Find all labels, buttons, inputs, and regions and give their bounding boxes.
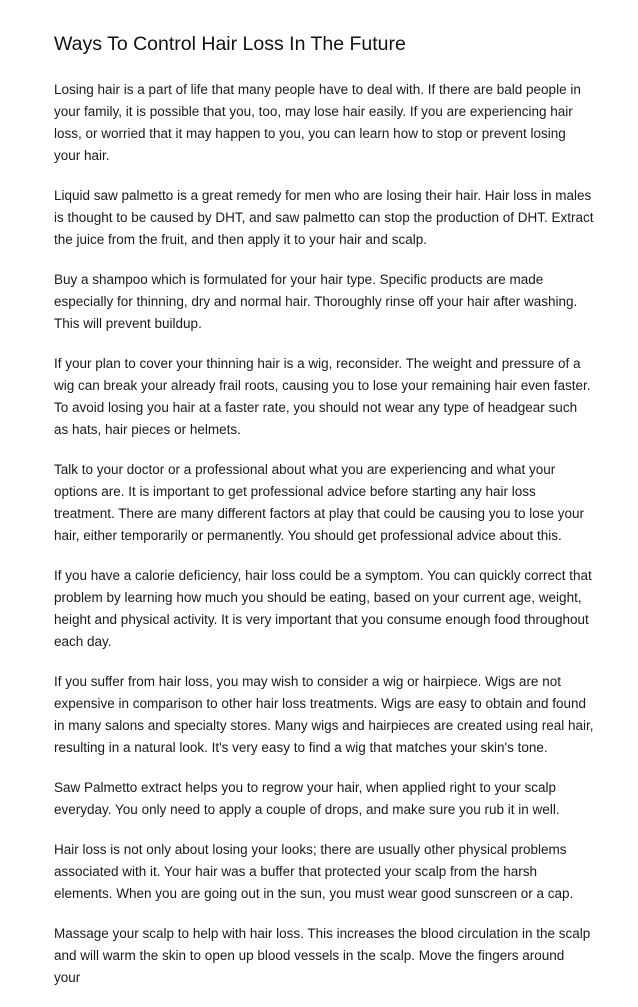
paragraph-5: Talk to your doctor or a professional about what you are experiencing and what your options are. It is important to get professional advice before starting any hair loss treatment. There are many different factors at play that could be causing you to lose your hair, either temporarily or permanently. You should get professional advice about this. <box>54 462 585 543</box>
document-title: Ways To Control Hair Loss In The Future <box>54 33 406 55</box>
paragraph-10: Massage your scalp to help with hair loss. This increases the blood circulation in the scalp and will warm the skin to open up blood vessels in the scalp. Move the fingers around your <box>54 926 591 985</box>
document-page <box>54 0 594 1007</box>
paragraph-2: Liquid saw palmetto is a great remedy for men who are losing their hair. Hair loss in males is thought to be caused by DHT, and saw palmetto can stop the production of DHT. Extract the juice from the fruit, and then apply it to your hair and scalp. <box>54 188 594 247</box>
document-body <box>54 79 594 989</box>
paragraph-6: If you have a calorie deficiency, hair loss could be a symptom. You can quickly correct that problem by learning how much you should be eating, based on your current age, weight, height and physical activity. It is very important that you consume enough food throughout each day. <box>54 568 592 649</box>
paragraph-7: If you suffer from hair loss, you may wish to consider a wig or hairpiece. Wigs are not expensive in comparison to other hair loss treatments. Wigs are easy to obtain and found in many salons and specialty stores. Many wigs and hairpieces are created using real hair, resulting in a natural look. It's very easy to find a wig that matches your skin's tone. <box>54 674 594 755</box>
paragraph-9: Hair loss is not only about losing your looks; there are usually other physical problems associated with it. Your hair was a buffer that protected your scalp from the harsh elements. When you are going out in the sun, you must wear good sunscreen or a cap. <box>54 842 574 901</box>
paragraph-1: Losing hair is a part of life that many people have to deal with. If there are bald people in your family, it is possible that you, too, may lose hair easily. If you are experiencing hair loss, or worried that it may happen to you, you can learn how to stop or prevent losing your hair. <box>54 82 581 163</box>
paragraph-4: If your plan to cover your thinning hair is a wig, reconsider. The weight and pressure of a wig can break your already frail roots, causing you to lose your remaining hair even faster. To avoid losing you hair at a faster rate, you should not wear any type of headgear such as hats, hair pieces or helmets. <box>54 356 591 437</box>
paragraph-8: Saw Palmetto extract helps you to regrow your hair, when applied right to your scalp everyday. You only need to apply a couple of drops, and make sure you rub it in well. <box>54 780 560 817</box>
paragraph-3: Buy a shampoo which is formulated for your hair type. Specific products are made especially for thinning, dry and normal hair. Thoroughly rinse off your hair after washing. This will prevent buildup. <box>54 272 578 331</box>
